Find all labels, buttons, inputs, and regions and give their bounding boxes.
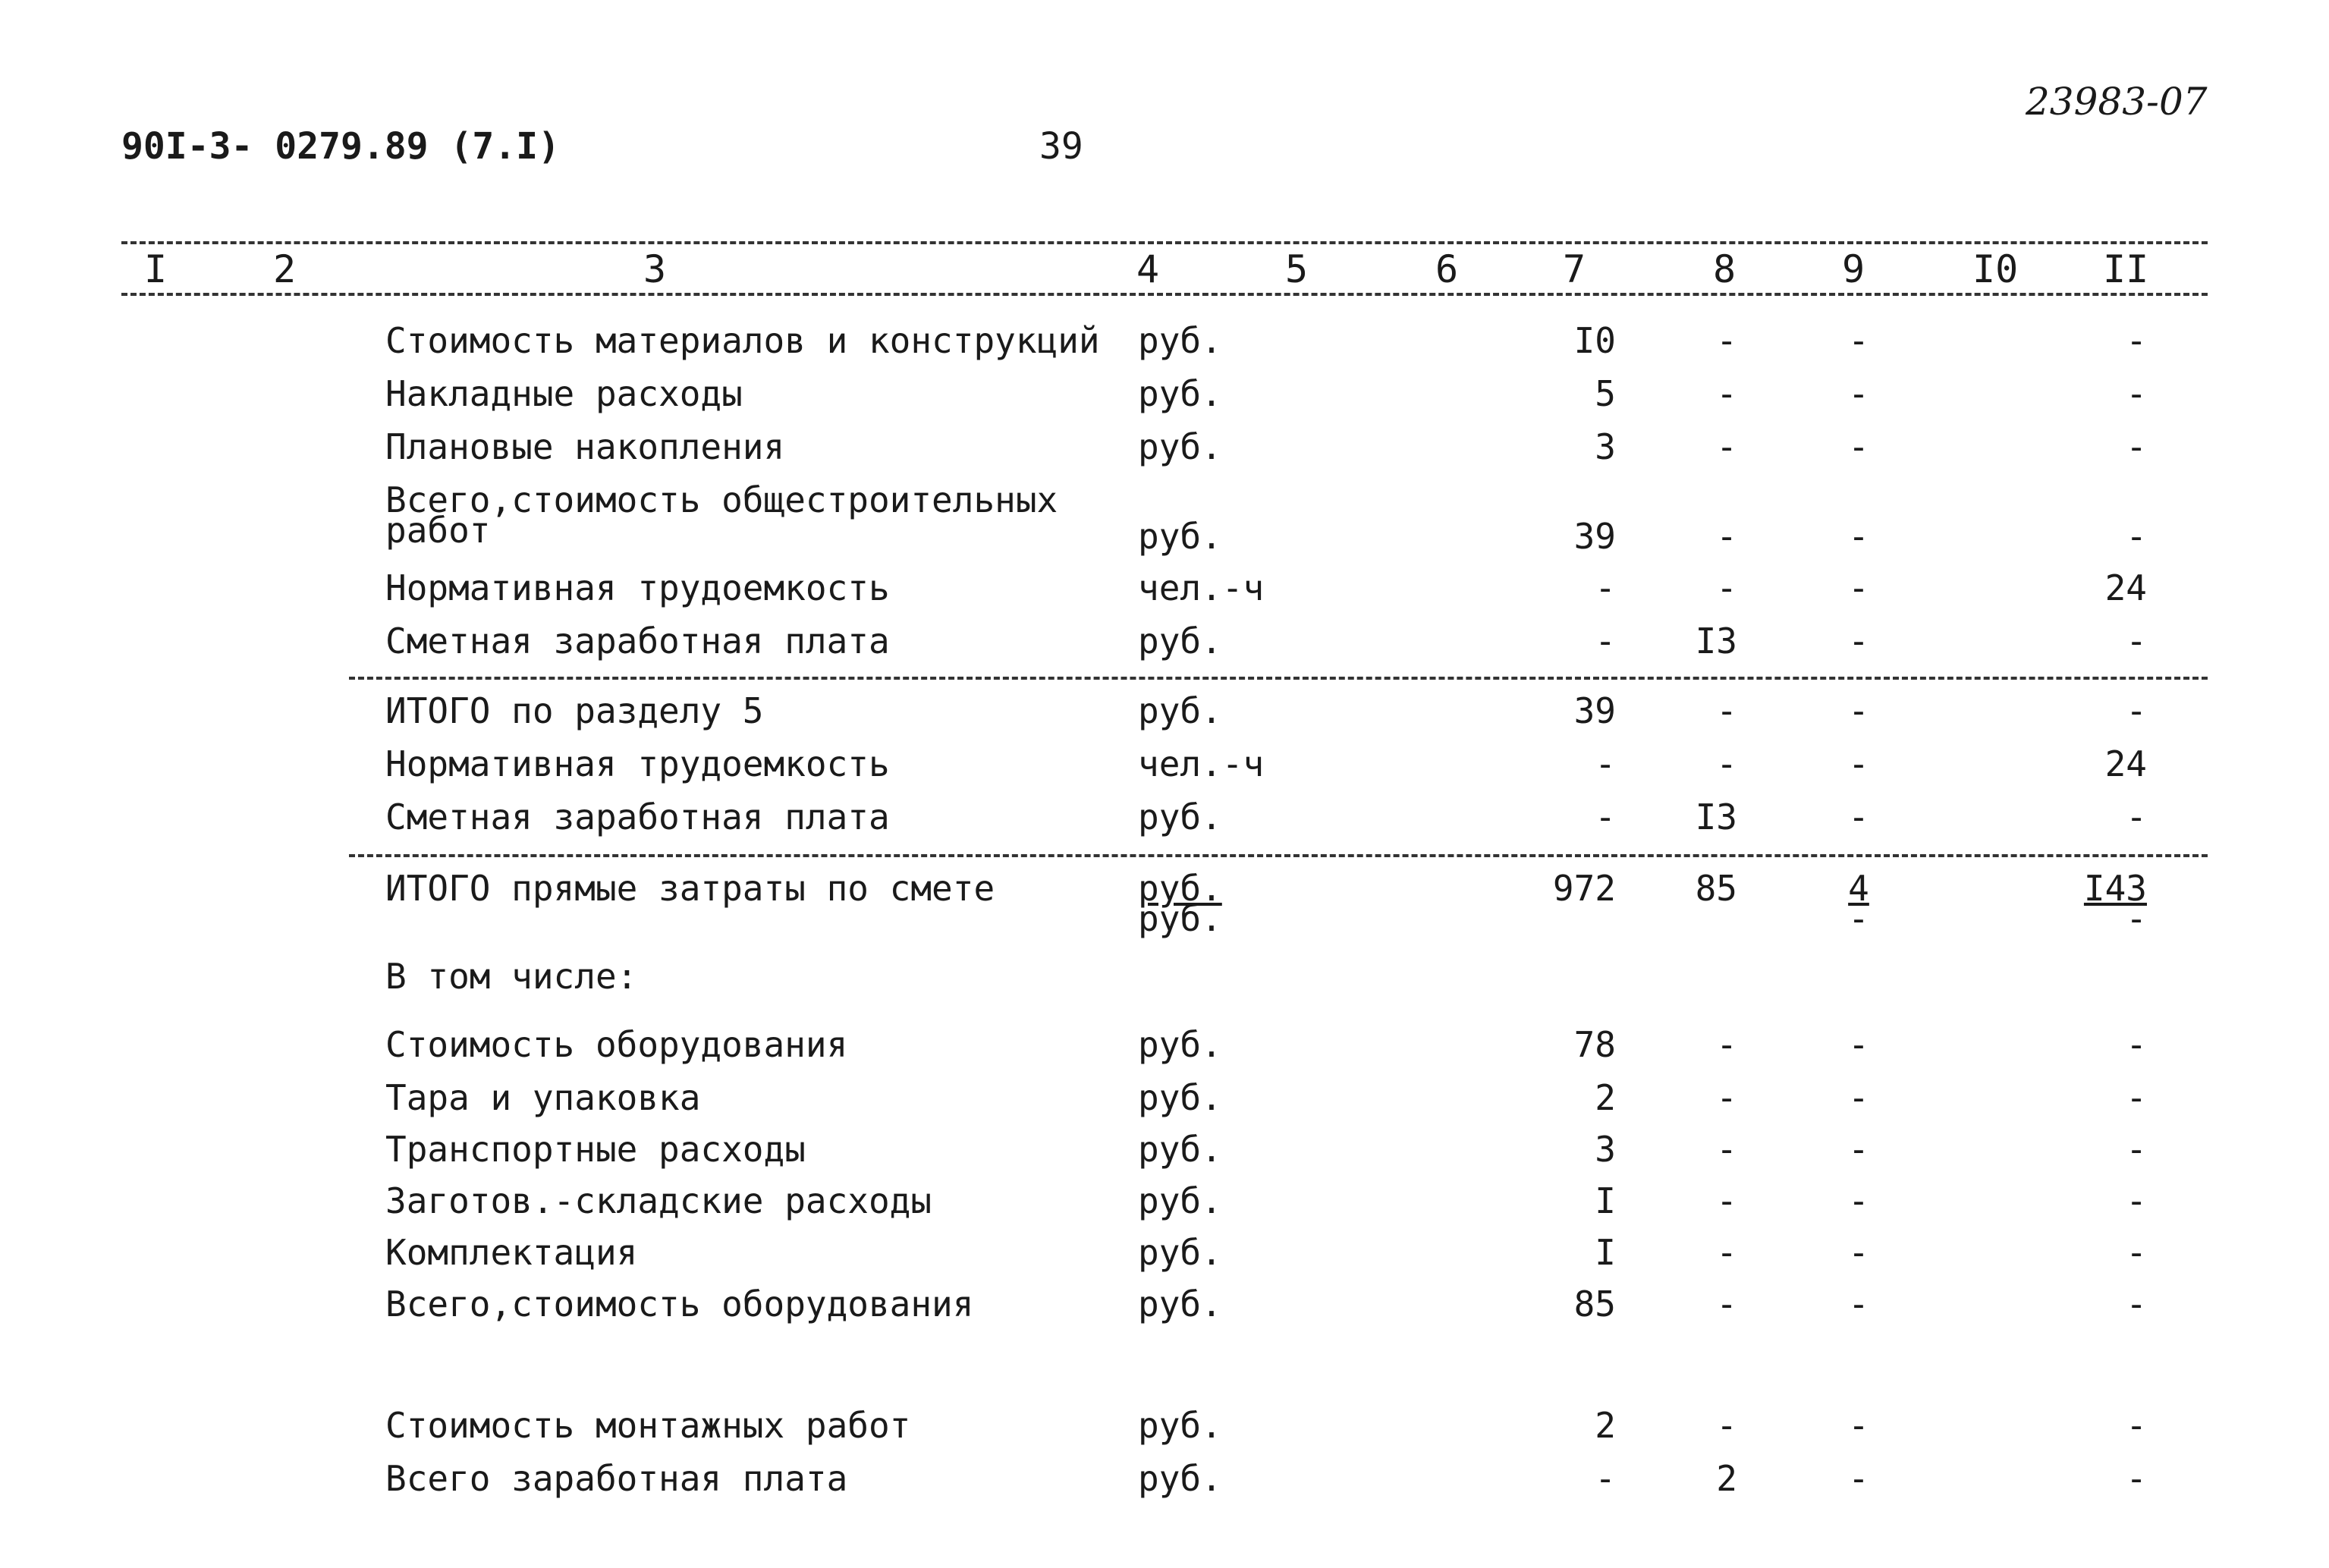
- table-row: [0, 621, 2329, 674]
- row-col7: 39: [1573, 516, 1616, 557]
- row-col7: 78: [1573, 1024, 1616, 1065]
- row-col8: -: [1716, 1180, 1737, 1221]
- row-name: Тара и упаковка: [385, 1077, 701, 1118]
- row-unit: руб.: [1138, 1129, 1222, 1170]
- row-col7: 2: [1595, 1405, 1616, 1446]
- table-row: [0, 1232, 2329, 1285]
- row-name: Заготов.-складские расходы: [385, 1180, 932, 1221]
- row-col8: -: [1716, 426, 1737, 467]
- row-col8: -: [1716, 690, 1737, 731]
- row-col9: -: [1848, 743, 1869, 784]
- row-col8: 2: [1716, 1458, 1737, 1499]
- row-col9: -: [1848, 516, 1869, 557]
- row-name: Всего заработная плата: [385, 1458, 848, 1499]
- row-name-line2: работ: [385, 510, 491, 551]
- row-col7: I: [1595, 1180, 1616, 1221]
- table-row: [0, 1024, 2329, 1077]
- table-row: [0, 1129, 2329, 1182]
- row-col9-top: 4: [1848, 868, 1869, 909]
- row-col8: I3: [1695, 797, 1737, 837]
- row-unit: руб.: [1138, 373, 1222, 414]
- table-row-subheading: [0, 956, 2329, 1009]
- row-unit: руб.: [1138, 426, 1222, 467]
- row-name: Стоимость материалов и конструкций: [385, 320, 1100, 361]
- header-top-rule: [121, 241, 2208, 244]
- column-number-8: 8: [1713, 247, 1737, 291]
- table-row: [0, 1458, 2329, 1511]
- column-number-7: 7: [1563, 247, 1586, 291]
- header-bottom-rule: [121, 293, 2208, 296]
- row-unit: руб.: [1138, 320, 1222, 361]
- row-col7: 972: [1552, 868, 1616, 909]
- row-col9: -: [1848, 1232, 1869, 1273]
- row-col11: 24: [2104, 743, 2147, 784]
- row-col7: -: [1595, 621, 1616, 661]
- row-name: В том числе:: [385, 956, 638, 997]
- row-unit: руб.: [1138, 1405, 1222, 1446]
- row-col11: -: [2126, 516, 2147, 557]
- column-number-5: 5: [1285, 247, 1309, 291]
- column-number-1: I: [144, 247, 168, 291]
- row-unit: руб.: [1138, 1284, 1222, 1324]
- document-code: 90I-3- 0279.89 (7.I): [121, 125, 560, 168]
- row-col9: -: [1848, 797, 1869, 837]
- row-col8: -: [1716, 516, 1737, 557]
- row-col7: 3: [1595, 426, 1616, 467]
- row-unit-bottom: руб.: [1138, 898, 1222, 939]
- row-col8: -: [1716, 1232, 1737, 1273]
- row-unit: руб.: [1138, 1458, 1222, 1499]
- row-name: Сметная заработная плата: [385, 621, 890, 661]
- row-col8: -: [1716, 1284, 1737, 1324]
- row-col7: I0: [1573, 320, 1616, 361]
- column-number-4: 4: [1136, 247, 1160, 291]
- table-row: [0, 426, 2329, 479]
- row-unit: руб.: [1138, 1232, 1222, 1273]
- row-col9: -: [1848, 426, 1869, 467]
- row-col8: -: [1716, 743, 1737, 784]
- row-col9: -: [1848, 690, 1869, 731]
- row-col7: 5: [1595, 373, 1616, 414]
- row-col11-bottom: -: [2126, 898, 2147, 939]
- row-col11: -: [2126, 690, 2147, 731]
- row-col11: 24: [2104, 567, 2147, 608]
- row-col11: -: [2126, 373, 2147, 414]
- row-col9: -: [1848, 320, 1869, 361]
- row-unit: руб.: [1138, 621, 1222, 661]
- table-row: [0, 1077, 2329, 1130]
- row-name: Транспортные расходы: [385, 1129, 806, 1170]
- column-number-9: 9: [1842, 247, 1865, 291]
- row-name: ИТОГО по разделу 5: [385, 690, 764, 731]
- row-col9: -: [1848, 1077, 1869, 1118]
- row-col8: -: [1716, 1024, 1737, 1065]
- row-name: Всего,стоимость оборудования: [385, 1284, 974, 1324]
- row-col9: -: [1848, 1129, 1869, 1170]
- table-row: [0, 1180, 2329, 1233]
- table-row: [0, 567, 2329, 621]
- row-name: Нормативная трудоемкость: [385, 743, 890, 784]
- row-col11: -: [2126, 1405, 2147, 1446]
- row-col8: -: [1716, 320, 1737, 361]
- row-name: Комплектация: [385, 1232, 638, 1273]
- row-col8: I3: [1695, 621, 1737, 661]
- row-name-line1: Всего,стоимость общестроительных: [385, 479, 1058, 520]
- table-row: [0, 690, 2329, 743]
- row-col8: 85: [1695, 868, 1737, 909]
- row-col8: -: [1716, 1129, 1737, 1170]
- row-col9: -: [1848, 1024, 1869, 1065]
- row-unit: руб.: [1138, 1024, 1222, 1065]
- row-col11: -: [2126, 1232, 2147, 1273]
- row-unit: руб.: [1138, 1077, 1222, 1118]
- row-col11: -: [2126, 1077, 2147, 1118]
- row-col9: -: [1848, 1458, 1869, 1499]
- section-divider: [349, 677, 2208, 680]
- row-col9: -: [1848, 567, 1869, 608]
- row-name: Нормативная трудоемкость: [385, 567, 890, 608]
- table-row: [0, 743, 2329, 797]
- row-col7: -: [1595, 743, 1616, 784]
- handwritten-number: 23983-07: [2026, 80, 2208, 124]
- table-row-total: [0, 868, 2329, 944]
- row-col9: -: [1848, 1405, 1869, 1446]
- row-col11: -: [2126, 1129, 2147, 1170]
- row-col9: -: [1848, 621, 1869, 661]
- row-col11: -: [2126, 797, 2147, 837]
- column-number-3: 3: [643, 247, 667, 291]
- row-col7: 2: [1595, 1077, 1616, 1118]
- row-col11: -: [2126, 1180, 2147, 1221]
- row-name: Плановые накопления: [385, 426, 785, 467]
- row-col8: -: [1716, 567, 1737, 608]
- row-col11-top: I43: [2083, 868, 2147, 909]
- row-col8: -: [1716, 373, 1737, 414]
- row-col9: -: [1848, 373, 1869, 414]
- row-name: ИТОГО прямые затраты по смете: [385, 868, 995, 909]
- table-row: [0, 1405, 2329, 1458]
- row-col11: -: [2126, 1458, 2147, 1499]
- table-row: [0, 1284, 2329, 1337]
- row-col7: -: [1595, 1458, 1616, 1499]
- row-unit: чел.-ч: [1138, 567, 1265, 608]
- row-unit: руб.: [1138, 690, 1222, 731]
- row-col7: I: [1595, 1232, 1616, 1273]
- row-col8: -: [1716, 1405, 1737, 1446]
- row-name: Сметная заработная плата: [385, 797, 890, 837]
- row-name: Стоимость монтажных работ: [385, 1405, 911, 1446]
- row-col11: -: [2126, 1024, 2147, 1065]
- row-col11: -: [2126, 621, 2147, 661]
- row-col9-bottom: -: [1848, 898, 1869, 939]
- row-col11: -: [2126, 320, 2147, 361]
- table-row: [0, 479, 2329, 563]
- row-unit: руб.: [1138, 1180, 1222, 1221]
- column-number-2: 2: [273, 247, 297, 291]
- row-col7: 3: [1595, 1129, 1616, 1170]
- row-col7: -: [1595, 567, 1616, 608]
- row-col11: -: [2126, 1284, 2147, 1324]
- row-unit-top: руб.: [1138, 868, 1222, 909]
- row-col8: -: [1716, 1077, 1737, 1118]
- row-col7: -: [1595, 797, 1616, 837]
- table-row: [0, 373, 2329, 426]
- row-col7: 39: [1573, 690, 1616, 731]
- row-unit: руб.: [1138, 797, 1222, 837]
- row-col7: 85: [1573, 1284, 1616, 1324]
- column-number-11: II: [2103, 247, 2149, 291]
- table-row: [0, 797, 2329, 850]
- row-unit: чел.-ч: [1138, 743, 1265, 784]
- row-col9: -: [1848, 1180, 1869, 1221]
- page-number: 39: [1039, 125, 1083, 168]
- column-number-6: 6: [1435, 247, 1459, 291]
- row-col11: -: [2126, 426, 2147, 467]
- row-name: Накладные расходы: [385, 373, 743, 414]
- column-number-10: I0: [1972, 247, 2019, 291]
- row-unit: руб.: [1138, 516, 1222, 557]
- table-row: [0, 320, 2329, 373]
- section-divider: [349, 854, 2208, 857]
- row-name: Стоимость оборудования: [385, 1024, 848, 1065]
- row-col9: -: [1848, 1284, 1869, 1324]
